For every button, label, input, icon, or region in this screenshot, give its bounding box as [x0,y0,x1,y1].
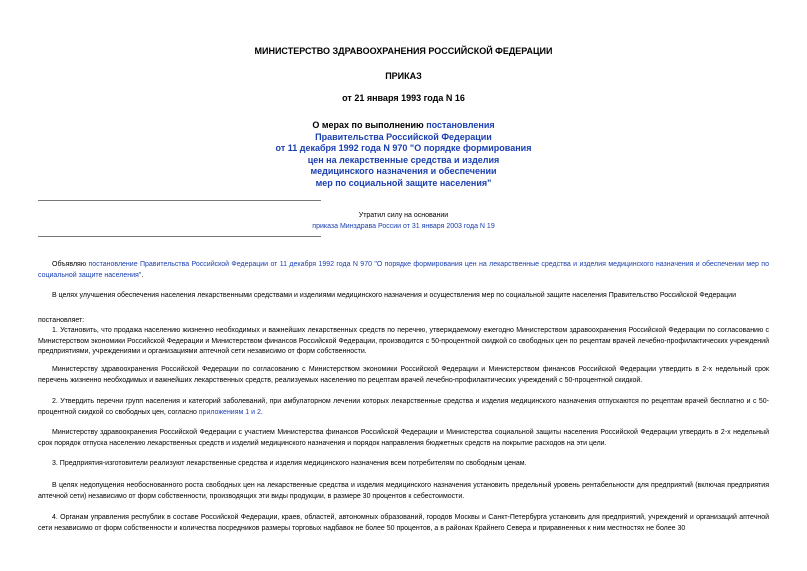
status-note-link[interactable]: приказа Минздрава России от 31 января 2003 года N 19 [312,223,495,230]
divider-bottom [38,236,321,237]
paragraph-item-3: 3. Предприятия-изготовители реализуют лекарственные средства и изделия медицинского назначения всем потребителям по свободным ценам. [52,460,527,467]
paragraph-item-1: 1. Установить, что продажа населению жизненно необходимых и важнейших лекарственных средств по перечню, утверждаемому ежегодно Министерством здравоохранения Российской Федерации по согласованию с Министерством экономики Российской Федерации и Министерством финансов Российской Федерации, производится с 50-процентной скидкой со свободных цен по рецептам врачей лечебно-профилактических учреждений предприятиями, учреждениями и организациями аптечной сети независимо от форм собственности. [38,327,769,356]
appendices-link[interactable]: приложениям 1 и 2 [198,408,261,416]
item-2-text: 2. Утвердить перечни групп населения и категорий заболеваний, при амбулаторном лечении которых лекарственные средства и изделия медицинского назначения отпускаются по рецептам врачей бесплатно и с 50-процентной скидкой со свободных цен, согласно [38,398,769,416]
paragraph-item-2 [38,397,769,418]
paragraph-item-2-ministry: Министерству здравоохранения Российской Федерации с участием Министерства финансов Российской Федерации и Министерства социальной защиты населения Российской Федерации утвердить в 2-х недельный срок порядок отпуска населению лекарственных средств и изделий медицинского назначения и порядок направления бюджетных средств на покрытие расходов на эти цели. [38,429,769,447]
document-type: ПРИКАЗ [385,71,422,81]
resolution-link[interactable]: постановление Правительства Российской Федерации от 11 декабря 1992 года N 970 "О порядке формирования цен на лекарственные средства и изделия медицинского назначения и обеспечении мер по социальной защите населения" [38,261,769,279]
status-note-text: Утратил силу на основании [358,212,449,219]
announcement-prefix: Объявляю [52,261,89,268]
subject-line-6[interactable]: мер по социальной защите населения" [315,177,492,188]
paragraph-item-4: 4. Органам управления республик в составе Российской Федерации, краев, областей, автономных образований, городов Москвы и Санкт-Петербурга установить для предприятий, учреждений и организаций аптечной сети независимо от форм собственности и количества посредников размеры торговых надбавок не более 50 процентов, а в районах Крайнего Севера и приравненных к ним местностях не более 30 [38,514,769,532]
announcement-suffix: . [141,271,144,279]
subject-line-4[interactable]: цен на лекарственные средства и изделия [307,154,500,165]
paragraph-resolves: постановляет: [38,317,85,324]
subject-line-3[interactable]: от 11 декабря 1992 года N 970 "О порядке формирования [275,143,532,153]
subject-resolution-link[interactable]: постановления [426,120,495,130]
subject-line-1 [0,120,807,132]
paragraph-item-1-ministry: Министерству здравоохранения Российской Федерации по согласованию с Министерством экономики Российской Федерации и Министерством финансов Российской Федерации утвердить в 2-х недельный срок перечень жизненно необходимых и важнейших лекарственных средств, реализуемых населению по рецептам врачей лечебно-профилактических учреждений с 50-процентной скидкой. [38,366,769,384]
document-subject [0,120,807,189]
ministry-title: МИНИСТЕРСТВО ЗДРАВООХРАНЕНИЯ РОССИЙСКОЙ ФЕДЕРАЦИИ [254,46,553,56]
item-2-suffix: . [260,408,263,416]
paragraph-item-3-profitability: В целях недопущения необоснованного роста свободных цен на лекарственные средства и изделия медицинского назначения установить предельный уровень рентабельности для предприятий (включая предприятия аптечной сети) независимо от форм собственности, производящих эти виды продукции, в размере 30 процентов к себестоимости. [38,482,769,500]
paragraph-purpose: В целях улучшения обеспечения населения лекарственными средствами и изделиями медицинского назначения и осуществления мер по социальной защите населения Правительство Российской Федерации [52,292,736,299]
divider-top [38,200,321,201]
subject-line-2[interactable]: Правительства Российской Федерации [315,131,492,142]
document-date-number: от 21 января 1993 года N 16 [342,93,465,103]
subject-line-5[interactable]: медицинского назначения и обеспечении [310,166,497,176]
paragraph-announcement [38,260,769,281]
subject-line-1-text: О мерах по выполнению [312,120,427,130]
